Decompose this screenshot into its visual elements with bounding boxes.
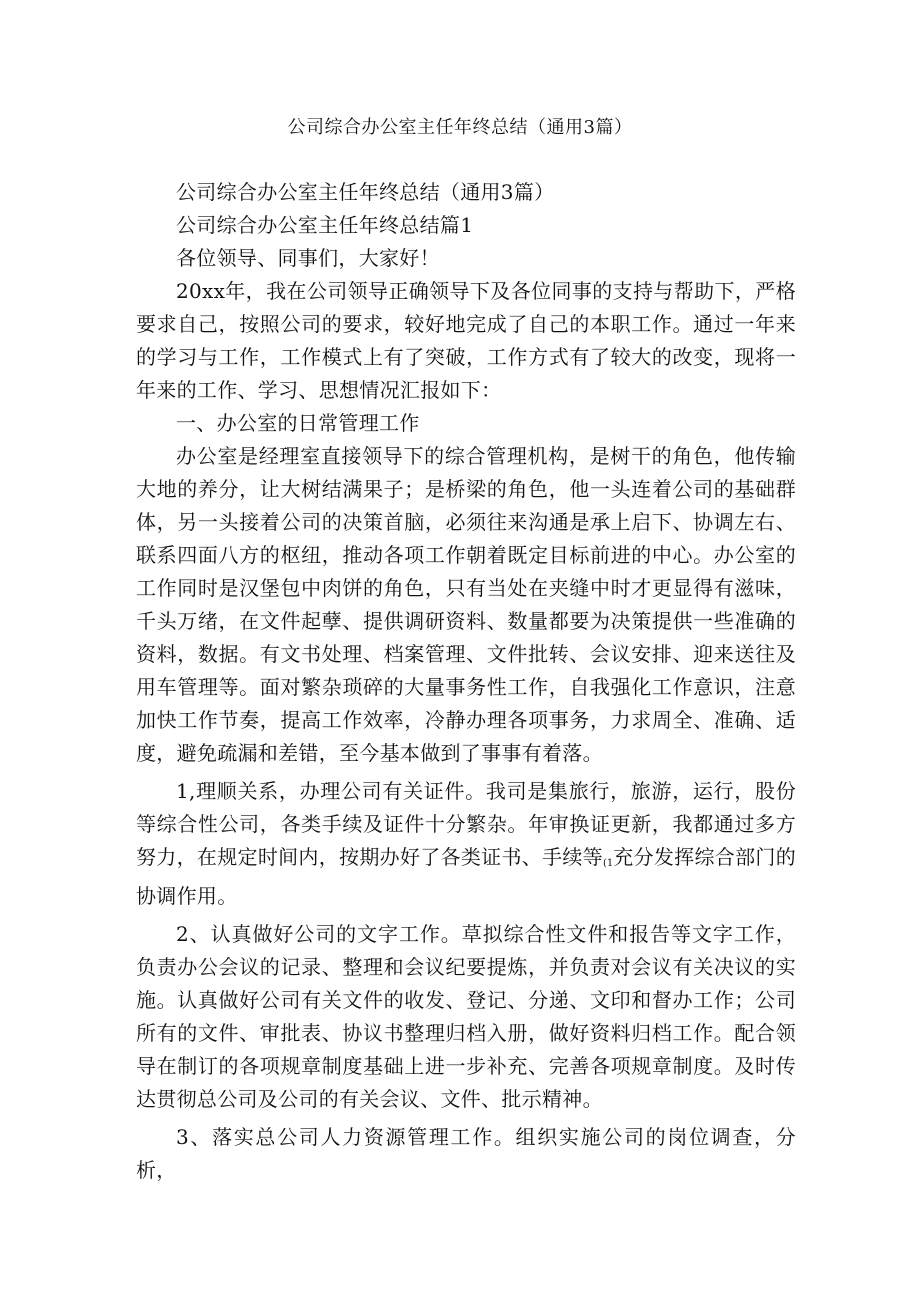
greeting-paragraph: 各位领导、同事们，大家好！ [176, 246, 440, 270]
intro-paragraph: 20xx年，我在公司领导正确领导下及各位同事的支持与帮助下，严格要求自己，按照公司的要求，较好地完成了自己的本职工作。通过一年来的学习与工作，工作模式上有了突破，工作方式有了较大的改变，现将一年来的工作、学习、思想情况汇报如下： [136, 279, 796, 402]
item-3-paragraph: 3、落实总公司人力资源管理工作。组织实施公司的岗位调查，分析， [136, 1125, 796, 1182]
section-heading: 公司综合办公室主任年终总结篇1 [176, 213, 474, 237]
item-2-paragraph: 2、认真做好公司的文字工作。草拟综合性文件和报告等文字工作，负责办公会议的记录、整理和会议纪要提炼，并负责对会议有关决议的实施。认真做好公司有关文件的收发、登记、分递、文印和督办工作；公司所有的文件、审批表、协议书整理归档入册，做好资料归档工作。配合领导在制订的各项规章制度基础上进一步补充、完善各项规章制度。及时传达贯彻总公司及公司的有关会议、文件、批示精神。 [136, 922, 796, 1111]
item-1-text-after: 充分发挥综合部门的协调作用。 [136, 845, 797, 908]
item-1-text-before: 1,理顺关系，办理公司有关证件。我司是集旅行，旅游，运行，股份等综合性公司，各类手续及证件十分繁杂。年审换证更新，我都通过多方努力，在规定时间内，按期办好了各类证书、手续等 [136, 779, 796, 869]
subtitle-paragraph: 公司综合办公室主任年终总结（通用3篇） [176, 180, 555, 204]
item-1-paragraph [136, 775, 796, 913]
document-body [136, 176, 796, 1187]
item-1-footnote-mark: (1 [603, 858, 614, 869]
office-role-paragraph: 办公室是经理室直接领导下的综合管理机构，是树干的角色，他传输大地的养分，让大树结满果子；是桥梁的角色，他一头连着公司的基础群体，另一头接着公司的决策首脑，必须往来沟通是承上启下、协调左右、联系四面八方的枢纽，推动各项工作朝着既定目标前进的中心。办公室的工作同时是汉堡包中肉饼的角色，只有当处在夹缝中时才更显得有滋味，千头万绪，在文件起孽、提供调研资料、数量都要为决策提供一些准确的资料，数据。有文书处理、档案管理、文件批转、会议安排、迎来送往及用车管理等。面对繁杂琐碎的大量事务性工作，自我强化工作意识，注意加快工作节奏，提高工作效率，冷静办理各项事务，力求周全、准确、适度，避免疏漏和差错，至今基本做到了事事有着落。 [136, 444, 796, 765]
section-heading-daily-management: 一、办公室的日常管理工作 [176, 411, 420, 435]
document-title: 公司综合办公室主任年终总结（通用3篇） [287, 117, 633, 138]
